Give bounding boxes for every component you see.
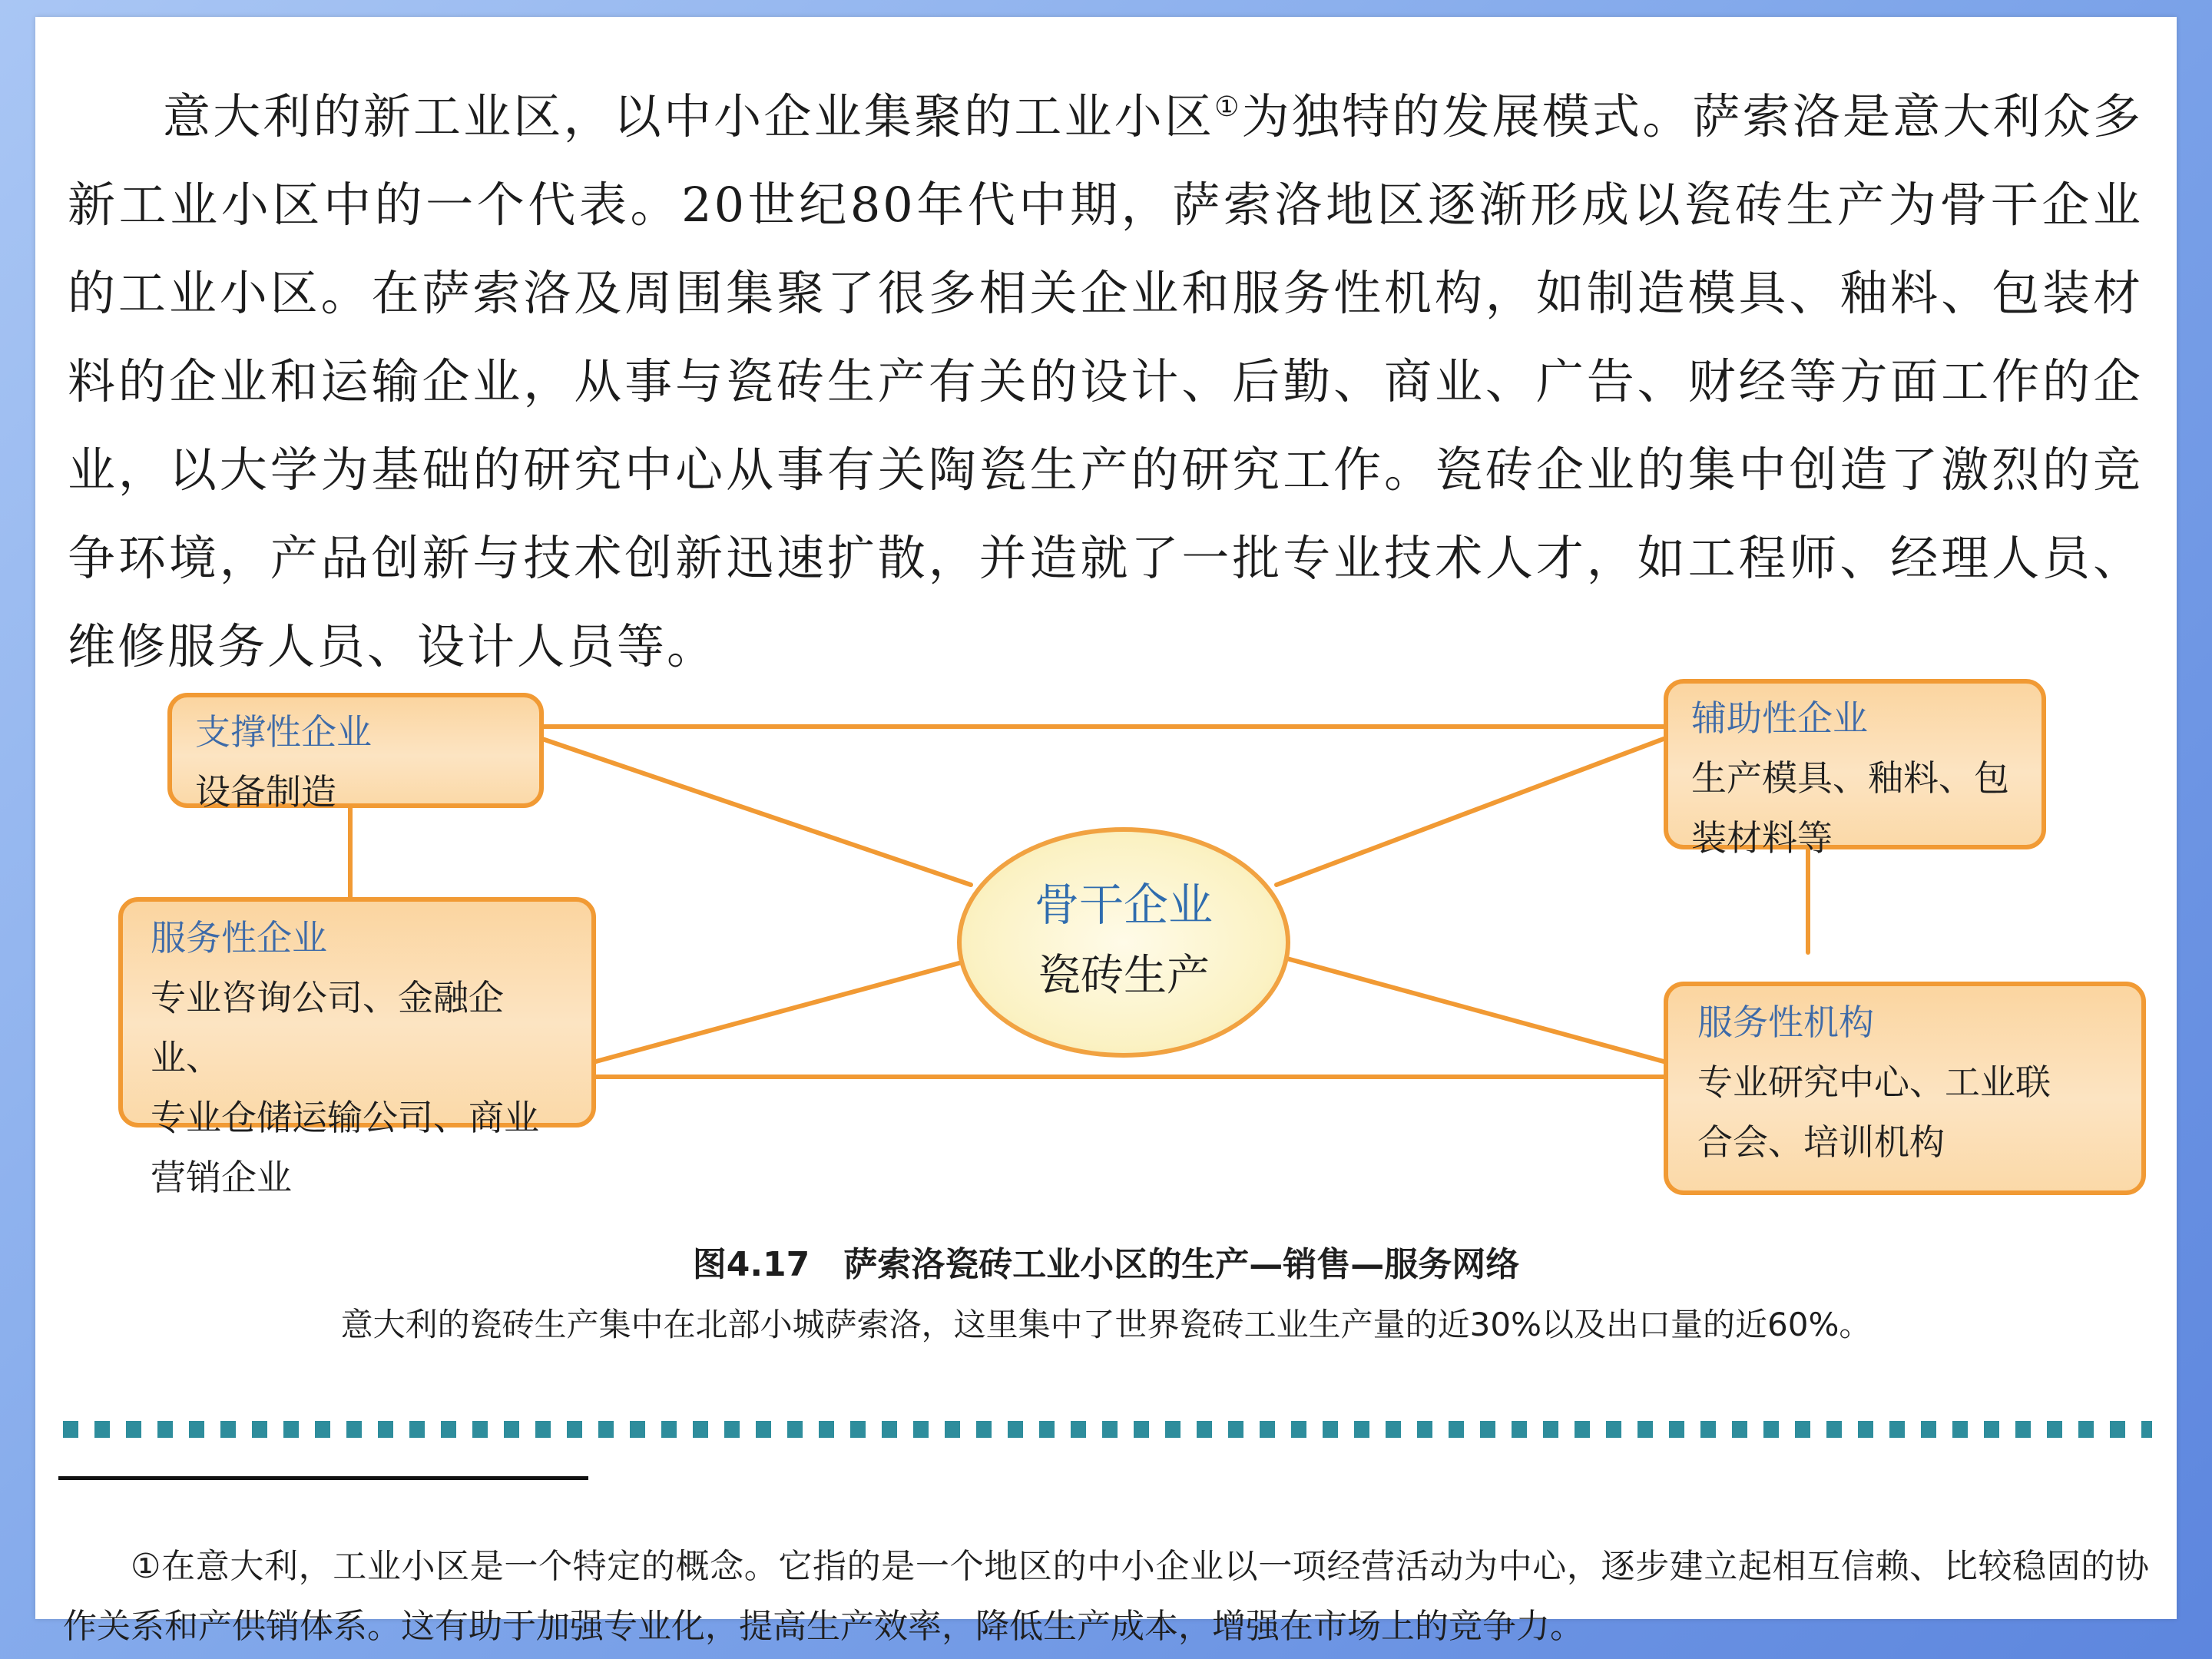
- service-enterprise-box: [118, 897, 596, 1198]
- auxiliary-enterprise-box: [1664, 679, 2046, 859]
- connector-topleft-center: [542, 739, 971, 885]
- auxiliary-enterprise-title: 辅助性企业: [1691, 697, 1868, 739]
- textbook-page: [35, 17, 2177, 1646]
- connector-bottomleft-center: [596, 962, 965, 1061]
- core-enterprise-subtitle: 瓷砖生产: [1038, 951, 1210, 1001]
- support-enterprise-title: 支撑性企业: [195, 711, 372, 753]
- auxiliary-enterprise-line-1: 生产模具、釉料、包: [1691, 757, 2009, 799]
- figure-caption-description: 意大利的瓷砖生产集中在北部小城萨索洛，这里集中了世界瓷砖工业生产量的近30%以及出口量的近60%。: [340, 1306, 1872, 1343]
- paragraph-text-before: 意大利的新工业区，以中小企业集聚的工业小区: [163, 88, 1215, 144]
- footnote-divider: [58, 1476, 588, 1480]
- auxiliary-enterprise-line-2: 装材料等: [1691, 817, 1833, 859]
- service-institution-box: [1664, 982, 2146, 1195]
- footnote-text: ①在意大利，工业小区是一个特定的概念。它指的是一个地区的中小企业以一项经营活动为中心，逐步建立起相互信赖、比较稳固的协作关系和产供销体系。这有助于加强专业化，提高生产效率，降低生产成本，增强在市场上的竞争力。: [63, 1547, 2149, 1646]
- core-enterprise-ellipse: [957, 827, 1290, 1058]
- service-enterprise-title: 服务性企业: [151, 917, 327, 959]
- paragraph-text-after: 为独特的发展模式。萨索洛是意大利众多新工业小区中的一个代表。20世纪80年代中期，萨索洛地区逐渐形成以瓷砖生产为骨干企业的工业小区。在萨索洛及周围集聚了很多相关企业和服务性机构，如制造模具、釉料、包装材料的企业和运输企业，从事与瓷砖生产有关的设计、后勤、商业、广告、财经等方面工作的企业，以大学为基础的研究中心从事有关陶瓷生产的研究工作。瓷砖企业的集中创造了激烈的竞争环境，产品创新与技术创新迅速扩散，并造就了一批专业技术人才，如工程师、经理人员、维修服务人员、设计人员等。: [68, 88, 2143, 674]
- service-institution-line-1: 专业研究中心、工业联: [1697, 1061, 2051, 1103]
- service-institution-line-2: 合会、培训机构: [1697, 1121, 1945, 1163]
- service-enterprise-line-1: 专业咨询公司、金融企业、: [151, 977, 504, 1078]
- connector-bottomright-center: [1284, 958, 1664, 1061]
- figure-caption-title: 图4.17 萨索洛瓷砖工业小区的生产—销售—服务网络: [692, 1245, 1520, 1284]
- service-enterprise-line-3: 营销企业: [151, 1157, 292, 1198]
- dotted-divider: [63, 1421, 2152, 1438]
- core-enterprise-title: 骨干企业: [1034, 879, 1213, 931]
- support-enterprise-line-1: 设备制造: [195, 771, 336, 813]
- service-enterprise-line-2: 专业仓储运输公司、商业: [151, 1097, 539, 1138]
- service-institution-title: 服务性机构: [1697, 1002, 1874, 1043]
- support-enterprise-box: [167, 693, 544, 813]
- footnote-marker: ①: [1214, 91, 1242, 123]
- connector-topright-center: [1277, 739, 1664, 885]
